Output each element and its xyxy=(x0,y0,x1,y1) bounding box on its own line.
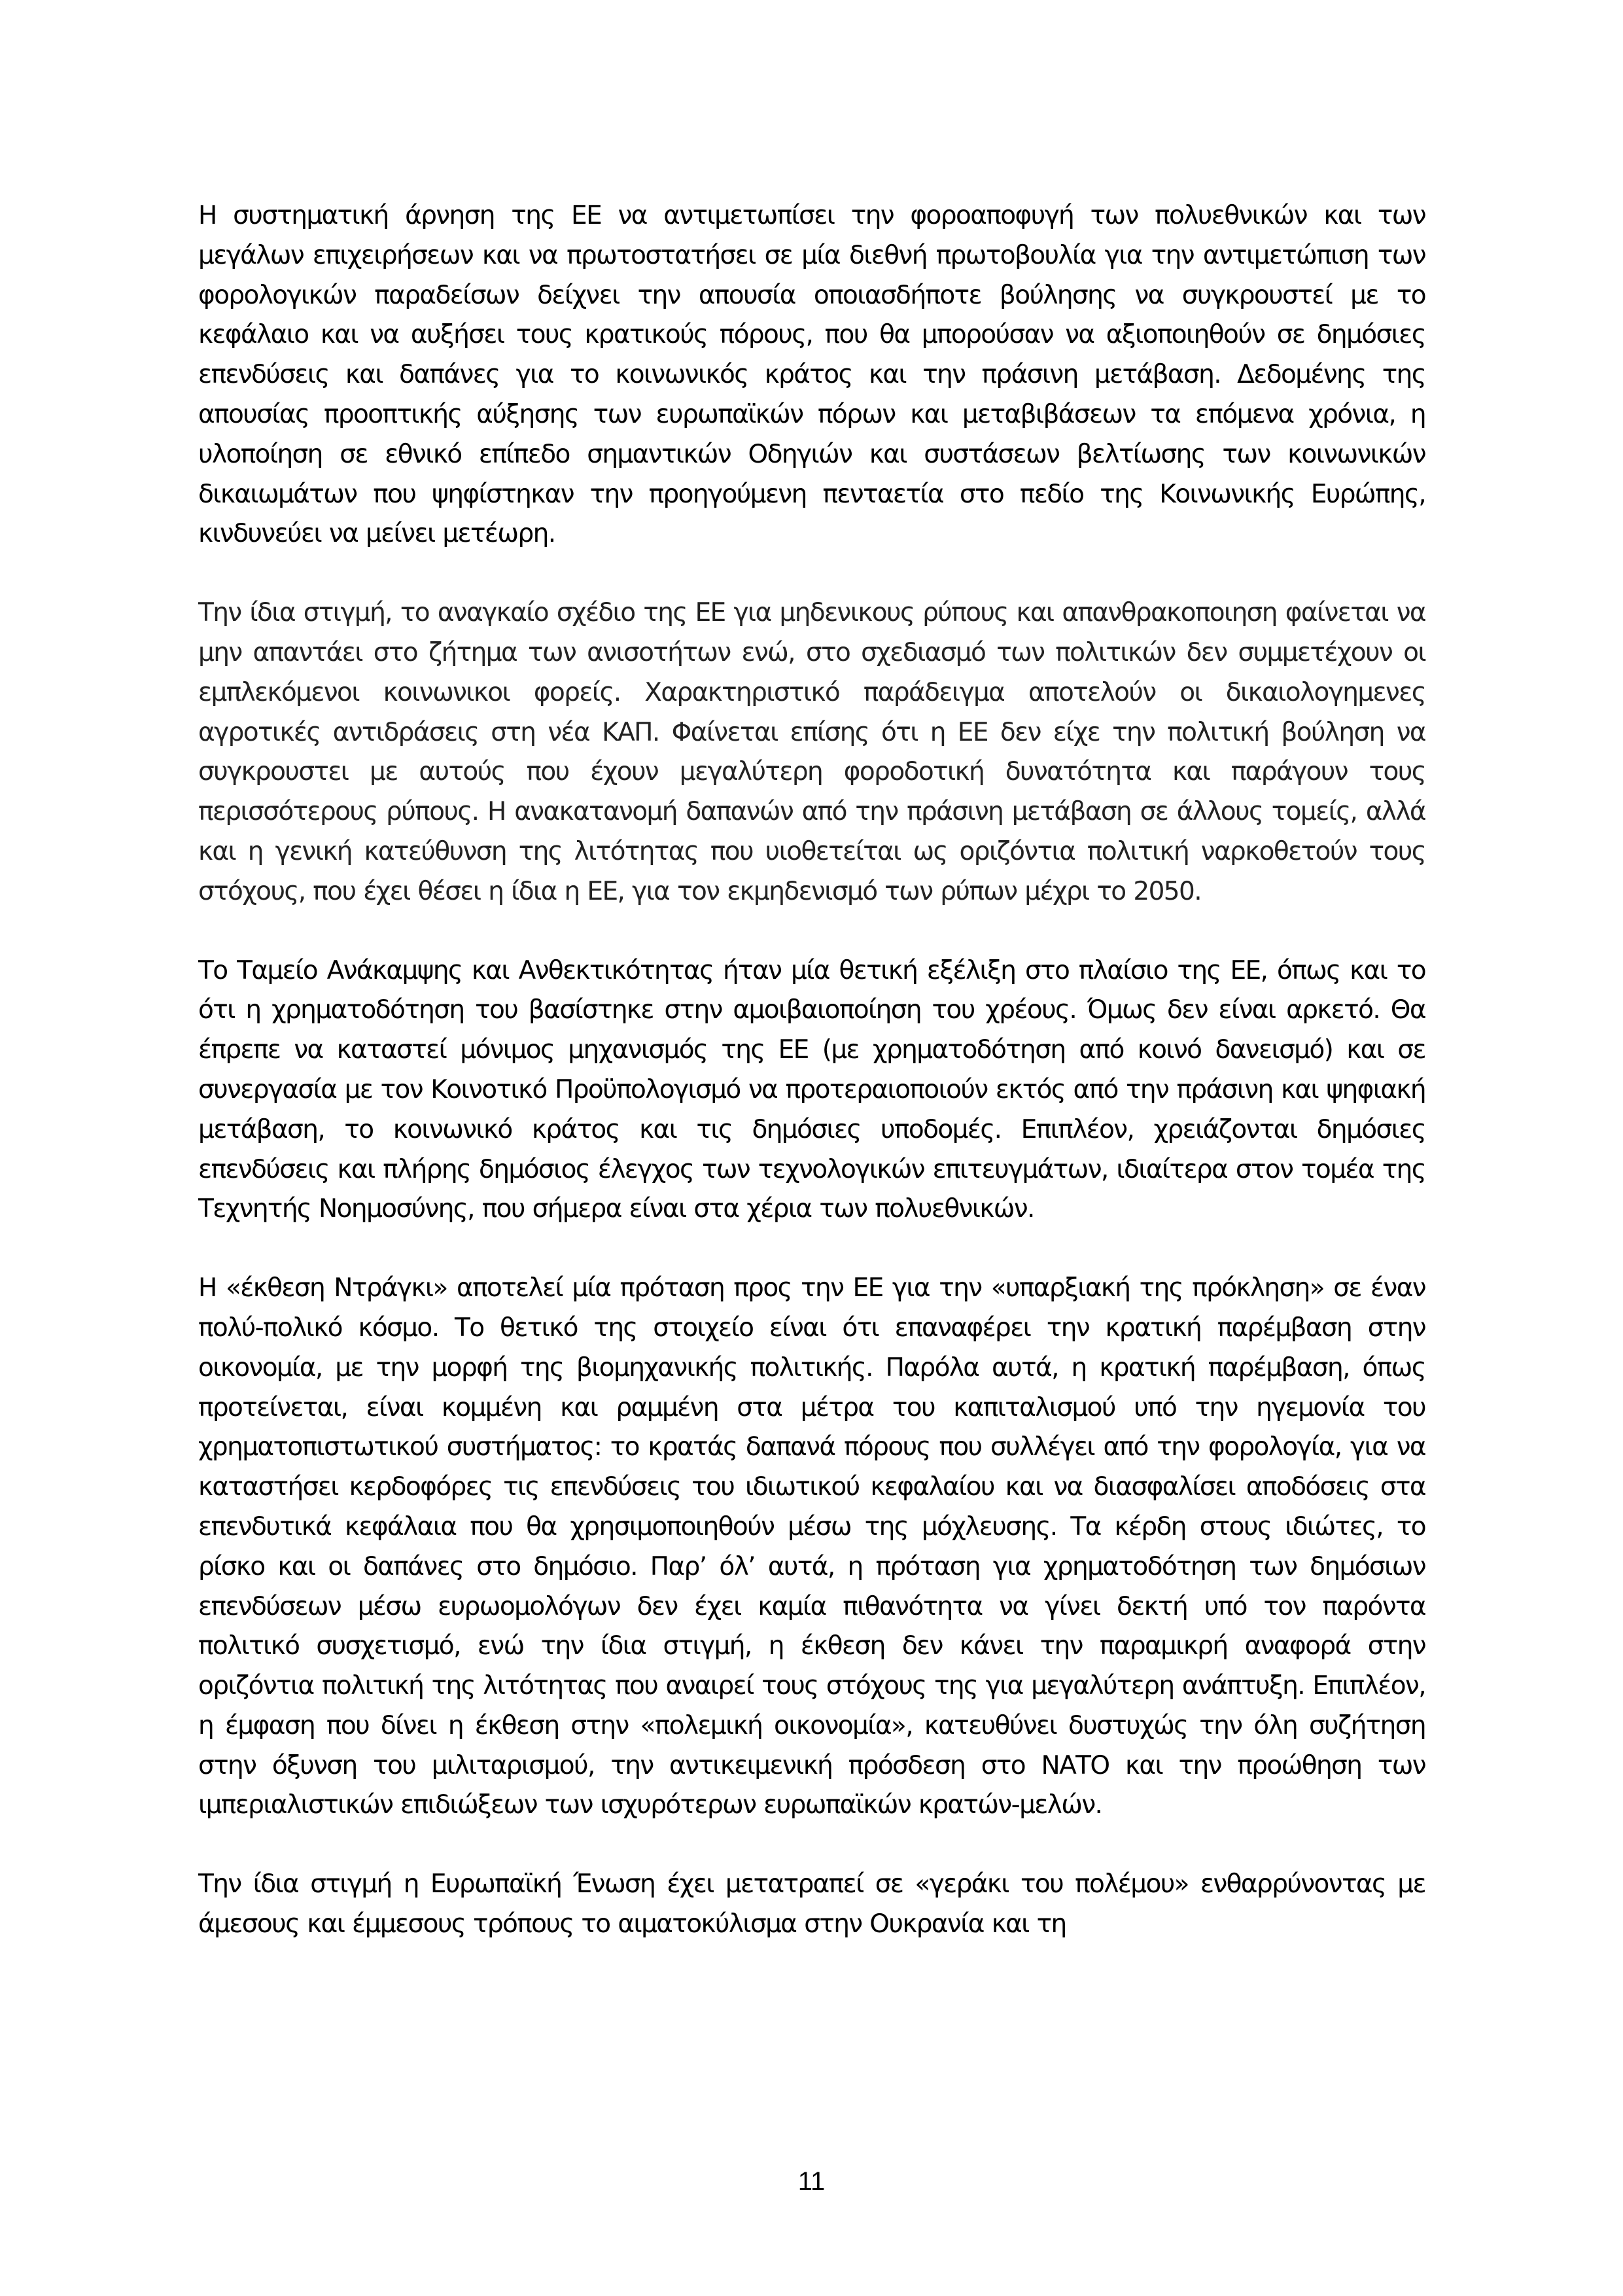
paragraph-green-transition: Την ίδια στιγμή, το αναγκαίο σχέδιο της ΕΕ για μηδενικους ρύπους και απανθρακοποιηση φαίνεται να μην απαντάει στο ζήτημα των ανισοτήτων ενώ, στο σχεδιασμό των πολιτικών δεν συμμετέχουν οι εμπλεκόμενοι κοινωνικοι φορείς. Χαρακτηριστικό παράδειγμα αποτελούν οι δικαιολογημενες αγροτικές αντιδράσεις στη νέα ΚΑΠ. Φαίνεται επίσης ότι η ΕΕ δεν είχε την πολιτική βούληση να συγκρουστει με αυτούς που έχουν μεγαλύτερη φοροδοτική δυνατότητα και παράγουν τους περισσότερους ρύπους. Η ανακατανομή δαπανών από την πράσινη μετάβαση σε άλλους τομείς, αλλά και η γενική κατεύθυνση της λιτότητας που υιοθετείται ως οριζόντια πολιτική ναρκοθετούν τους στόχους, που έχει θέσει η ίδια η ΕΕ, για τον εκμηδενισμό των ρύπων μέχρι το 2050. xyxy=(198,598,1425,906)
page-number: 11 xyxy=(797,2167,826,2196)
paragraph-draghi-report: Η «έκθεση Ντράγκι» αποτελεί μία πρόταση προς την ΕΕ για την «υπαρξιακή της πρόκληση» σε έναν πολύ-πολικό κόσμο. Το θετικό της στοιχείο είναι ότι επαναφέρει την κρατική παρέμβαση στην οικονομία, με την μορφή της βιομηχανικής πολιτικής. Παρόλα αυτά, η κρατική παρέμβαση, όπως προτείνεται, είναι κομμένη και ραμμένη στα μέτρα του καπιταλισμού υπό την ηγεμονία του χρηματοπιστωτικού συστήματος: το κρατάς δαπανά πόρους που συλλέγει από την φορολογία, για να καταστήσει κερδοφόρες τις επενδύσεις του ιδιωτικού κεφαλαίου και να διασφαλίσει αποδόσεις στα επενδυτικά κεφάλαια που θα χρησιμοποιηθούν μέσω της μόχλευσης. Τα κέρδη στους ιδιώτες, το ρίσκο και οι δαπάνες στο δημόσιο. Παρ’ όλ’ αυτά, η πρόταση για χρηματοδότηση των δημόσιων επενδύσεων μέσω ευρωομολόγων δεν έχει καμία πιθανότητα να γίνει δεκτή υπό τον παρόντα πολιτικό συσχετισμό, ενώ την ίδια στιγμή, η έκθεση δεν κάνει την παραμικρή αναφορά στην οριζόντια πολιτική της λιτότητας που αναιρεί τους στόχους της για μεγαλύτερη ανάπτυξη. Επιπλέον, η έμφαση που δίνει η έκθεση στην «πολεμική οικονομία», κατευθύνει δυστυχώς την όλη συζήτηση στην όξυνση του μιλιταρισμού, την αντικειμενική πρόσδεση στο ΝΑΤΟ και την προώθηση των ιμπεριαλιστικών επιδιώξεων των ισχυρότερων ευρωπαϊκών κρατών-μελών. xyxy=(198,1273,1425,1820)
paragraph-tax-avoidance: Η συστηματική άρνηση της ΕΕ να αντιμετωπίσει την φοροαποφυγή των πολυεθνικών και των μεγάλων επιχειρήσεων και να πρωτοστατήσει σε μία διεθνή πρωτοβουλία για την αντιμετώπιση των φορολογικών παραδείσων δείχνει την απουσία οποιασδήποτε βούλησης να συγκρουστεί με το κεφάλαιο και να αυξήσει τους κρατικούς πόρους, που θα μπορούσαν να αξιοποιηθούν σε δημόσιες επενδύσεις και δαπάνες για το κοινωνικός κράτος και την πράσινη μετάβαση. Δεδομένης της απουσίας προοπτικής αύξησης των ευρωπαϊκών πόρων και μεταβιβάσεων τα επόμενα χρόνια, η υλοποίηση σε εθνικό επίπεδο σημαντικών Οδηγιών και συστάσεων βελτίωσης των κοινωνικών δικαιωμάτων που ψηφίστηκαν την προηγούμενη πενταετία στο πεδίο της Κοινωνικής Ευρώπης, κινδυνεύει να μείνει μετέωρη. xyxy=(198,201,1425,549)
paragraph-recovery-fund: Το Ταμείο Ανάκαμψης και Ανθεκτικότητας ήταν μία θετική εξέλιξη στο πλαίσιο της ΕΕ, όπως και το ότι η χρηματοδότηση του βασίστηκε στην αμοιβαιοποίηση του χρέους. Όμως δεν είναι αρκετό. Θα έπρεπε να καταστεί μόνιμος μηχανισμός της ΕΕ (με χρηματοδότηση από κοινό δανεισμό) και σε συνεργασία με τον Κοινοτικό Προϋπολογισμό να προτεραιοποιούν εκτός από την πράσινη και ψηφιακή μετάβαση, το κοινωνικό κράτος και τις δημόσιες υποδομές. Επιπλέον, χρειάζονται δημόσιες επενδύσεις και πλήρης δημόσιος έλεγχος των τεχνολογικών επιτευγμάτων, ιδιαίτερα στον τομέα της Τεχνητής Νοημοσύνης, που σήμερα είναι στα χέρια των πολυεθνικών. xyxy=(198,955,1425,1224)
paragraph-war-hawk: Την ίδια στιγμή η Ευρωπαϊκή Ένωση έχει μετατραπεί σε «γεράκι του πολέμου» ενθαρρύνοντας με άμεσους και έμμεσους τρόπους το αιματοκύλισμα στην Ουκρανία και τη xyxy=(198,1869,1425,1939)
body-text xyxy=(198,196,1425,1984)
